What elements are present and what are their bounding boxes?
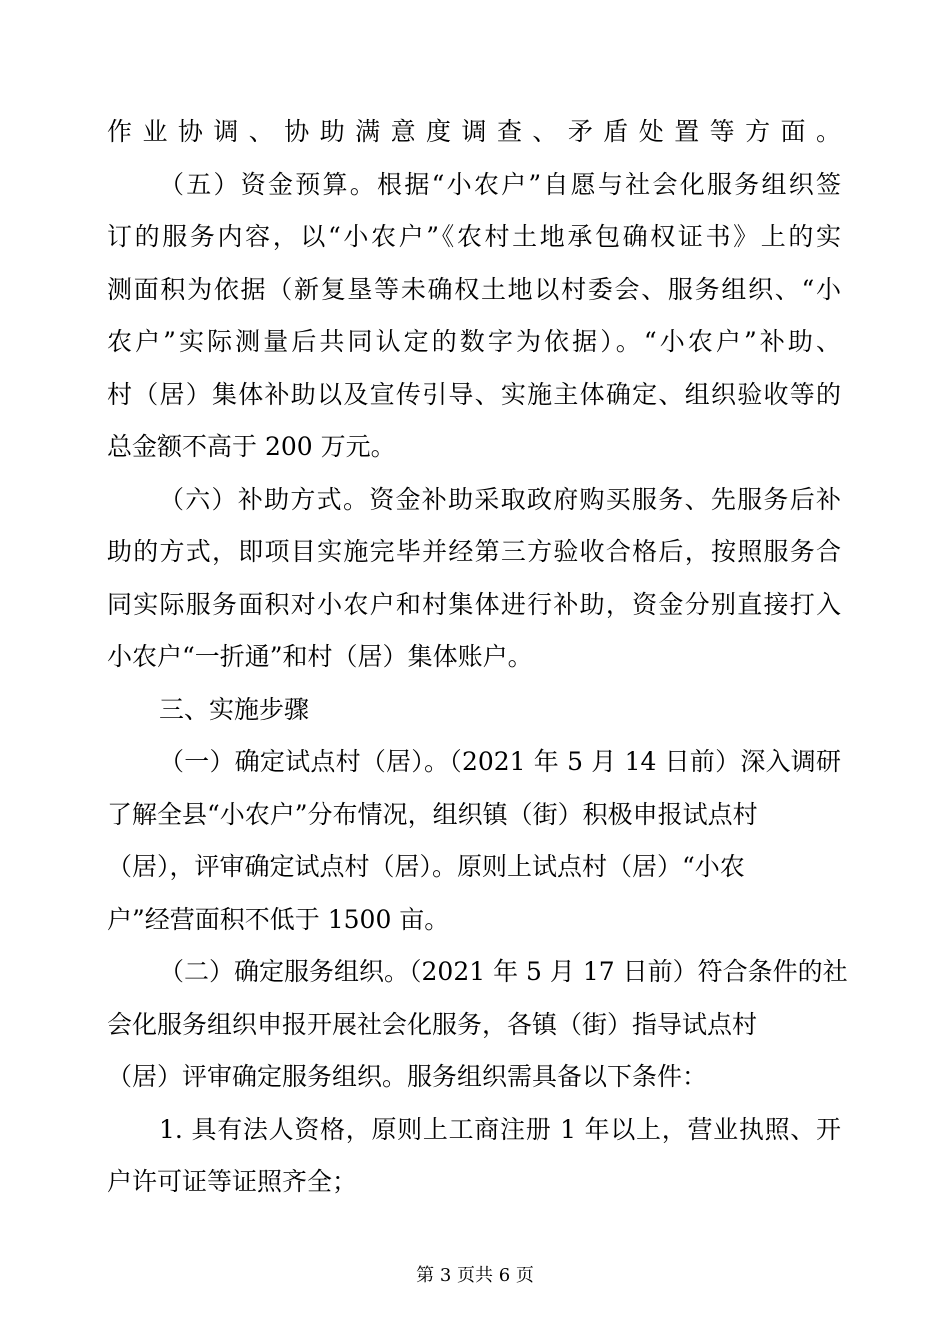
text-line-18: 会化服务组织申报开展社会化服务，各镇（街）指导试点村 — [107, 1009, 758, 1039]
text-line-10: 同实际服务面积对小农户和村集体进行补助，资金分别直接打入 — [107, 589, 841, 619]
text-line-2: （五）资金预算。根据“小农户”自愿与社会化服务组织签 — [159, 169, 841, 199]
text-line-4: 测面积为依据（新复垦等未确权土地以村委会、服务组织、“小 — [107, 274, 841, 304]
text-line-3: 订的服务内容，以“小农户”《农村土地承包确权证书》上的实 — [107, 222, 841, 251]
text-line-6: 村（居）集体补助以及宣传引导、实施主体确定、组织验收等的 — [107, 379, 841, 409]
list-item-1: 1. 具有法人资格，原则上工商注册 1 年以上，营业执照、开 — [159, 1114, 841, 1144]
text-line-1: 作业协调、协助满意度调查、矛盾处置等方面。 — [107, 117, 841, 146]
text-line-19: （居）评审确定服务组织。服务组织需具备以下条件： — [107, 1062, 708, 1091]
section-heading: 三、实施步骤 — [159, 694, 310, 724]
text-line-9: 助的方式，即项目实施完毕并经第三方验收合格后，按照服务合 — [107, 537, 841, 566]
text-line-16: 户”经营面积不低于 1500 亩。 — [107, 904, 450, 934]
text-line-21: 户许可证等证照齐全； — [107, 1167, 358, 1196]
page-footer: 第 3 页共 6 页 — [416, 1265, 534, 1286]
text-line-17: （二）确定服务组织。（2021 年 5 月 17 日前）符合条件的社 — [159, 957, 848, 986]
text-line-8: （六）补助方式。资金补助采取政府购买服务、先服务后补 — [159, 484, 841, 514]
text-line-5: 农户”实际测量后共同认定的数字为依据）。“小农户”补助、 — [107, 327, 841, 356]
text-line-13: （一）确定试点村（居）。（2021 年 5 月 14 日前）深入调研 — [159, 747, 841, 776]
document-body — [107, 106, 848, 1209]
text-line-14: 了解全县“小农户”分布情况，组织镇（街）积极申报试点村 — [107, 799, 758, 829]
text-line-15: （居），评审确定试点村（居）。原则上试点村（居）“小农 — [107, 852, 745, 881]
text-line-7: 总金额不高于 200 万元。 — [107, 432, 396, 461]
text-line-11: 小农户“一折通”和村（居）集体账户。 — [107, 642, 533, 671]
